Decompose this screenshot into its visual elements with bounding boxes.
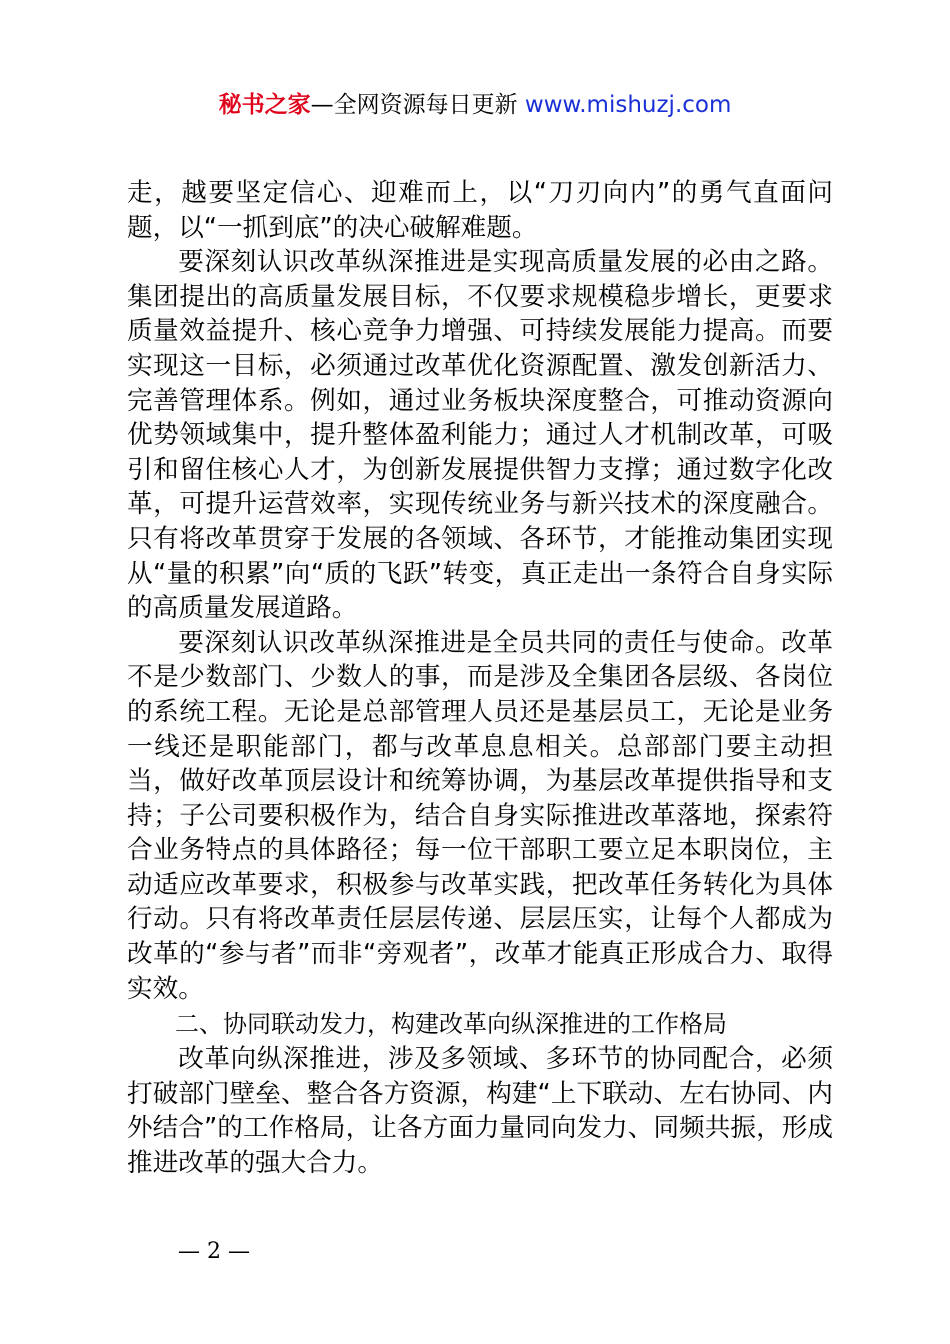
body-paragraph: 走，越要坚定信心、迎难而上，以“刀刃向内”的勇气直面问题，以“一抓到底”的决心破解难题。 <box>127 178 833 243</box>
section-heading: 二、协同联动发力，构建改革向纵深推进的工作格局 <box>175 1010 727 1039</box>
body-paragraph: 要深刻认识改革纵深推进是全员共同的责任与使命。改革不是少数部门、少数人的事，而是涉及全集团各层级、各岗位的系统工程。无论是总部管理人员还是基层员工，无论是业务一线还是职能部门，都与改革息息相关。总部部门要主动担当，做好改革顶层设计和统筹协调，为基层改革提供指导和支持；子公司要积极作为，结合自身实际推进改革落地，探索符合业务特点的具体路径；每一位干部职工要立足本职岗位，主动适应改革要求，积极参与改革实践，把改革任务转化为具体行动。只有将改革责任层层传递、层层压实，让每个人都成为改革的“参与者”而非“旁观者”，改革才能真正形成合力、取得实效。 <box>127 627 833 1004</box>
header-brand: 秘书之家 <box>218 92 311 118</box>
document-header <box>0 88 950 122</box>
document-body <box>127 176 833 1181</box>
page-number: — 2 — <box>178 1239 250 1264</box>
header-tagline: —全网资源每日更新 <box>310 92 525 118</box>
body-paragraph: 要深刻认识改革纵深推进是实现高质量发展的必由之路。集团提出的高质量发展目标，不仅要求规模稳步增长，更要求质量效益提升、核心竞争力增强、可持续发展能力提高。而要实现这一目标，必须通过改革优化资源配置、激发创新活力、完善管理体系。例如，通过业务板块深度整合，可推动资源向优势领域集中，提升整体盈利能力；通过人才机制改革，可吸引和留住核心人才，为创新发展提供智力支撑；通过数字化改革，可提升运营效率，实现传统业务与新兴技术的深度融合。只有将改革贯穿于发展的各领域、各环节，才能推动集团实现从“量的积累”向“质的飞跃”转变，真正走出一条符合自身实际的高质量发展道路。 <box>127 247 833 624</box>
header-site-link[interactable]: www.mishuzj.com <box>524 92 732 118</box>
body-paragraph: 改革向纵深推进，涉及多领域、多环节的协同配合，必须打破部门壁垒、整合各方资源，构建“上下联动、左右协同、内外结合”的工作格局，让各方面力量同向发力、同频共振，形成推进改革的强大合力。 <box>127 1044 833 1179</box>
